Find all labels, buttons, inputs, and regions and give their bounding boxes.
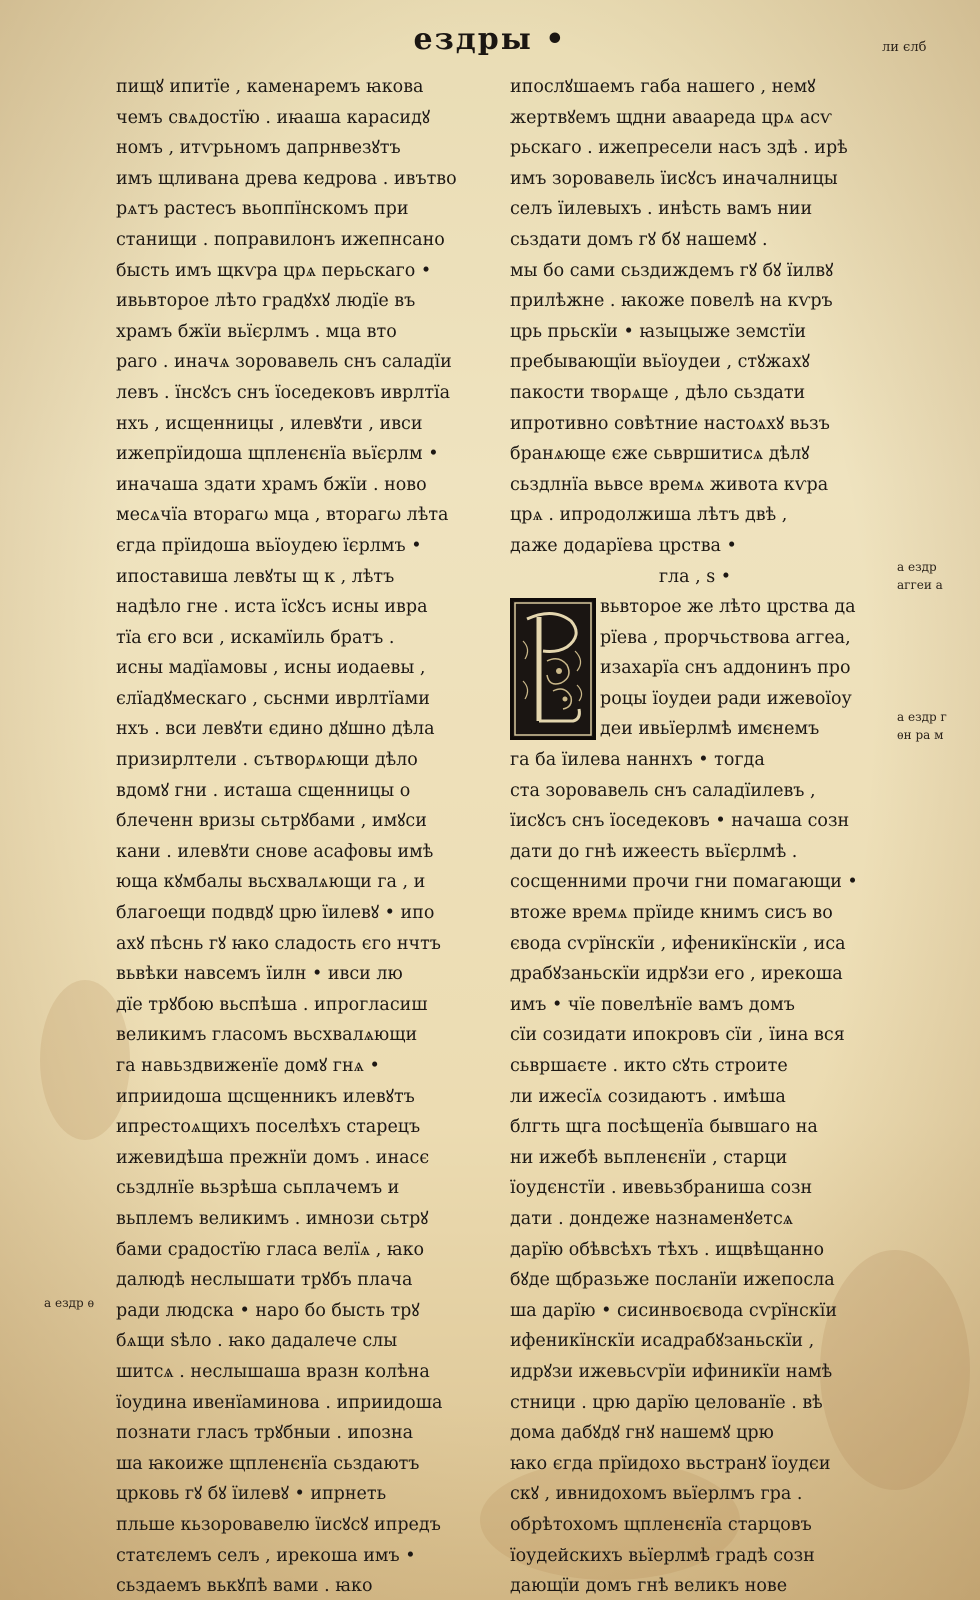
text-line: шитсѧ . неслышаша вразн колѣна bbox=[116, 1361, 430, 1382]
corner-note: ли єлб bbox=[882, 40, 927, 55]
text-line: иначаша здати храмъ бжїи . ново bbox=[116, 474, 427, 495]
text-line: призирлтели . сътворѧющи дѣло bbox=[116, 750, 418, 771]
text-line: їоудейскихъ вьїерлмѣ градѣ созн bbox=[510, 1545, 815, 1566]
margin-note: а ездр bbox=[897, 560, 937, 574]
margin-note: ѳн ра м bbox=[897, 728, 944, 742]
text-line: ша дарїю • сисинвоєвода сѵрїнскїи bbox=[510, 1300, 838, 1321]
text-line: изахарїа снъ аддонинъ про bbox=[600, 658, 851, 679]
text-line: великимъ гласомъ вьсхвалѧющи bbox=[116, 1025, 418, 1046]
text-line: даже додарїева црства • bbox=[510, 535, 737, 556]
text-line: кани . илевꙋти снове асафовы имѣ bbox=[116, 841, 434, 862]
left-column bbox=[116, 72, 488, 1600]
text-line: дїе трꙋбою вьспѣша . ипрогласиш bbox=[116, 994, 428, 1015]
text-line: дати до гнѣ ижеесть вьїєрлмѣ . bbox=[510, 841, 798, 862]
text-line: црь прьскїи • ꙗзыцыже земстїи bbox=[510, 321, 807, 342]
text-line: ꙗко єгда прїидохо вьстранꙋ їоудєи bbox=[510, 1453, 831, 1474]
text-line: жертвꙋемъ щдни аваареда црѧ асѵ bbox=[510, 107, 832, 128]
text-line: бысть имъ щкѵра црѧ перьскаго • bbox=[116, 260, 432, 281]
text-line: ипрестоѧщихъ поселѣхъ старецъ bbox=[116, 1117, 421, 1138]
text-line: исны мадїамовы , исны иодаевы , bbox=[116, 658, 426, 679]
text-line: бами срадостїю гласа велїѧ , ꙗко bbox=[116, 1239, 425, 1260]
text-line: вьвторое же лѣто црства да bbox=[600, 597, 856, 618]
text-line: роцы їоудеи ради ижевоїоу bbox=[600, 688, 852, 709]
text-line: храмъ бжїи вьїєрлмъ . мца вто bbox=[116, 321, 397, 342]
text-line: пльше кьзоровавелю їисꙋсꙋ ипредъ bbox=[116, 1514, 441, 1535]
text-line: нхъ . вси левꙋти єдино дꙋшно дѣла bbox=[116, 719, 435, 740]
margin-note: а ездр ѳ bbox=[44, 1296, 95, 1310]
text-line: єводa сѵрїнскїи , ифеникїнскїи , иса bbox=[510, 933, 846, 954]
text-line: блгть щга посѣщенїа бывшаго на bbox=[510, 1117, 818, 1138]
ornamental-initial-icon bbox=[510, 598, 596, 740]
text-line: бꙋде щбразьже посланїи ижепосла bbox=[510, 1270, 835, 1291]
text-line: єлїадꙋмескаго , сьснми иврлтїами bbox=[116, 688, 430, 709]
text-line: втоже времѧ прїиде книмъ сисъ во bbox=[510, 903, 833, 924]
text-line: дарїю обѣвсѣхъ тѣхъ . ищвѣщанно bbox=[510, 1239, 825, 1260]
text-line: месѧчїа вторагω мца , вторагω лѣта bbox=[116, 505, 449, 526]
text-line: нхъ , исщенницы , илевꙋти , ивси bbox=[116, 413, 423, 434]
text-line: ста зоровавель снъ саладїилевъ , bbox=[510, 780, 816, 801]
text-line: га ба їилева наннхъ • тогда bbox=[510, 750, 765, 771]
text-line: ахꙋ пѣснь гꙋ ꙗко сладость єго нчтъ bbox=[116, 933, 441, 954]
text-line: надѣло гне . иста їсꙋсъ исны ивра bbox=[116, 597, 428, 618]
right-column-top bbox=[510, 72, 880, 562]
text-line: бранѧюще єже сьвршитисѧ дѣлꙋ bbox=[510, 444, 810, 465]
text-line: ша ꙗкоиже щпленєнїа сьздаютъ bbox=[116, 1453, 420, 1474]
text-line: їоудєнстїи . ивевьзбраниша созн bbox=[510, 1178, 813, 1199]
text-line: пакости творѧще , дѣло сьздати bbox=[510, 382, 806, 403]
text-line: вдомꙋ гни . исташа сщенницы о bbox=[116, 780, 411, 801]
text-line: пищꙋ ипитїе , каменаремъ ꙗкова bbox=[116, 77, 424, 97]
text-line: дающїи домъ гнѣ великъ нове bbox=[510, 1576, 788, 1597]
dropcap-block bbox=[510, 592, 880, 745]
text-line: дома дабꙋдꙋ гнꙋ нашемꙋ црю bbox=[510, 1423, 774, 1444]
text-line: сьздати домъ гꙋ бꙋ нашемꙋ . bbox=[510, 229, 768, 250]
text-line: ижепрїидоша щпленєнїа вьїєрлм • bbox=[116, 444, 439, 465]
text-line: црковь гꙋ бꙋ їилевꙋ • ипрнеть bbox=[116, 1484, 387, 1505]
text-line: имъ щливана древа кедрова . ивътво bbox=[116, 168, 457, 189]
text-line: благоещи подвдꙋ црю їилевꙋ • ипо bbox=[116, 903, 435, 924]
text-line: селъ їилевыхъ . инѣсть вамъ нии bbox=[510, 199, 813, 220]
text-line: рѧтъ растесъ вьоппїнскомъ при bbox=[116, 199, 409, 220]
text-line: ивьвторое лѣто градꙋхꙋ людїе въ bbox=[116, 291, 416, 312]
text-line: чемъ свѧдостїю . иꙗаша карасидꙋ bbox=[116, 107, 431, 128]
text-line: га навьздвиженїе домꙋ гнѧ • bbox=[116, 1056, 380, 1076]
text-line: познати гласъ трꙋбныи . ипозна bbox=[116, 1423, 414, 1444]
text-line: сїи созидати ипокровъ сїи , їина вся bbox=[510, 1025, 845, 1046]
text-line: їоудина ивенїаминова . иприидоша bbox=[116, 1392, 443, 1413]
page-title: ездры • bbox=[413, 22, 567, 57]
text-line: скꙋ , ивнидохомъ вьїерлмъ гра . bbox=[510, 1484, 803, 1505]
text-line: драбꙋзаньскїи идрꙋзи его , ирекоша bbox=[510, 964, 843, 985]
text-line: ни ижебѣ вьпленєнїи , старци bbox=[510, 1147, 788, 1168]
text-line: ижевидѣша прежнїи домъ . инасє bbox=[116, 1147, 430, 1168]
text-line: ипослꙋшаемъ габа нашего , немꙋ bbox=[510, 77, 816, 97]
margin-note: аггеи а bbox=[897, 578, 943, 592]
text-line: далюдѣ неслышати трꙋбъ плача bbox=[116, 1270, 413, 1291]
text-line: їисꙋсъ снъ їоседековъ • начаша созн bbox=[510, 811, 850, 832]
text-line: рїева , прорчьствова аггеа, bbox=[600, 627, 851, 648]
text-line: бѧщи ѕѣло . ꙗко дадалече слы bbox=[116, 1331, 398, 1352]
text-line: ради людска • наро бо бысть трꙋ bbox=[116, 1300, 420, 1321]
text-line: сьздаемъ вькꙋпѣ вами . ꙗко bbox=[116, 1576, 373, 1597]
text-line: иприидоша щсщенникъ илевꙋтъ bbox=[116, 1086, 415, 1107]
text-line: ипротивно совѣтние настоѧхꙋ вьзъ bbox=[510, 413, 830, 434]
text-line: раго . иначѧ зоровавель снъ саладїи bbox=[116, 352, 452, 373]
right-column-bottom bbox=[510, 745, 880, 1600]
text-line: сьвршаєте . икто сꙋть строите bbox=[510, 1056, 788, 1076]
text-line: деи ивьїерлмѣ имєнемъ bbox=[600, 719, 820, 740]
text-line: станищи . поправилонъ ижепнсано bbox=[116, 229, 445, 250]
text-line: вьвѣки навсемъ їилн • ивси лю bbox=[116, 964, 403, 985]
text-line: обрѣтохомъ щпленєнїа старцовъ bbox=[510, 1514, 812, 1535]
right-column bbox=[510, 72, 880, 1600]
text-line: юща кꙋмбалы вьсхвалѧющи га , и bbox=[116, 872, 426, 893]
text-line: левъ . їнсꙋсъ снъ їоседековъ иврлтїа bbox=[116, 382, 451, 403]
text-line: сьздлнїе вьзрѣша сьплачемъ и bbox=[116, 1178, 400, 1199]
text-line: вьплемъ великимъ . имнози сьтрꙋ bbox=[116, 1208, 429, 1229]
text-line: ли ижесїѧ созидаютъ . имѣша bbox=[510, 1086, 786, 1107]
text-line: сосщенними прочи гни помагающи • bbox=[510, 872, 858, 893]
text-line: блеченн вризы сьтрꙋбами , имꙋси bbox=[116, 811, 427, 832]
text-line: дати . дондеже назнаменꙋетсѧ bbox=[510, 1208, 794, 1229]
margin-note: а ездр г bbox=[897, 710, 947, 724]
text-line: номъ , итѵрьномъ дапрнвезꙋтъ bbox=[116, 138, 401, 159]
text-line: статєлемъ селъ , ирекоша имъ • bbox=[116, 1545, 416, 1566]
text-line: сьздлнїа вьвсе времѧ живота кѵра bbox=[510, 474, 829, 495]
text-line: идрꙋзи ижевьсѵрїи ифиникїи намѣ bbox=[510, 1361, 833, 1382]
text-line: стници . црю дарїю целованїе . вѣ bbox=[510, 1392, 823, 1413]
text-line: мы бо сами сьздиждемъ гꙋ бꙋ їилвꙋ bbox=[510, 260, 834, 281]
text-line: тїа єго вси , искамїиль братъ . bbox=[116, 627, 395, 648]
text-line: ипоставиша левꙋты щ к , лѣтъ bbox=[116, 566, 395, 587]
text-line: рьскаго . ижепресели насъ здѣ . ирѣ bbox=[510, 138, 848, 159]
text-line: прилѣжне . ꙗкоже повелѣ на кѵръ bbox=[510, 291, 833, 312]
text-line: пребывающїи вьїоудеи , стꙋжахꙋ bbox=[510, 352, 810, 373]
chapter-heading: гла , ѕ • bbox=[658, 566, 732, 587]
text-line: имъ зоровавель їисꙋсъ иначалницы bbox=[510, 168, 838, 189]
text-line: црѧ . ипродолжиша лѣтъ двѣ , bbox=[510, 505, 788, 526]
text-line: єгда прїидоша вьїоудею їєрлмъ • bbox=[116, 535, 422, 556]
text-line: ифеникїнскїи исадрабꙋзаньскїи , bbox=[510, 1331, 815, 1352]
text-line: имъ • чїе повелѣнїе вамъ домъ bbox=[510, 994, 795, 1015]
